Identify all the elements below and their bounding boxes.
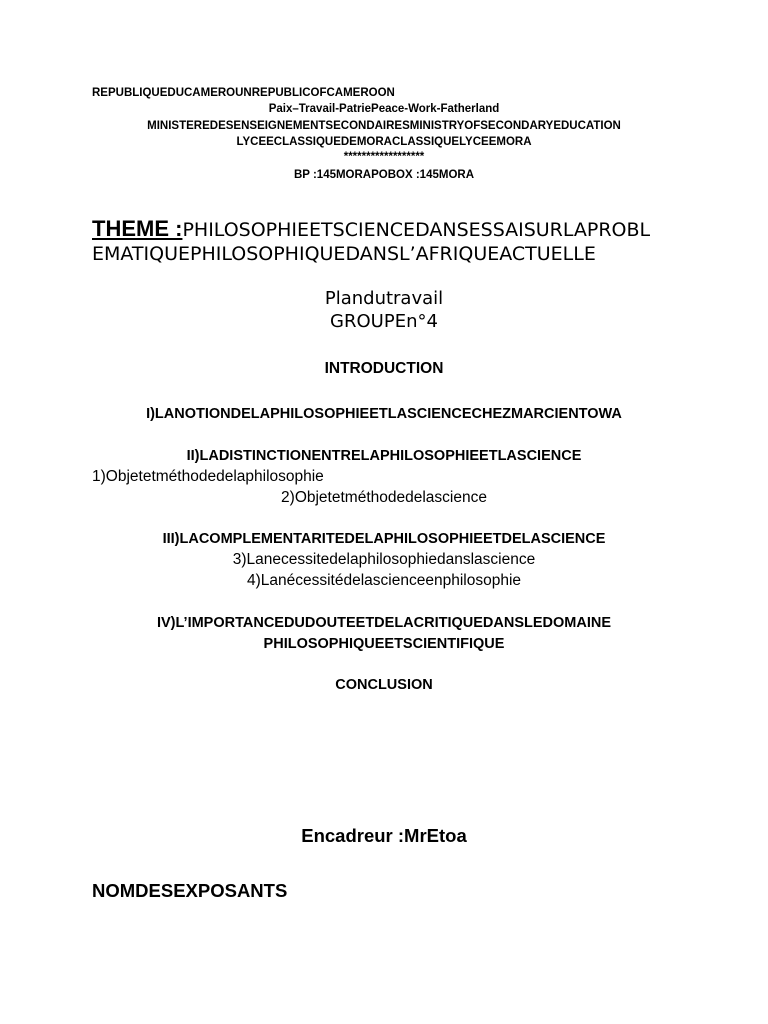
theme-title-line-1 [92, 218, 650, 240]
section-3-item-1: 3)Lanecessitedelaphilosophiedanslascience [232, 551, 536, 568]
header-school-line: LYCEECLASSIQUEDEMORACLASSIQUELYCEEMORA [236, 136, 532, 148]
section-2-item-2: 2)Objetetméthodedelascience [281, 489, 487, 506]
introduction-heading: INTRODUCTION [324, 360, 444, 377]
section-2-item-1: 1)Objetetméthodedelaphilosophie [92, 468, 324, 485]
theme-text-part-1: PHILOSOPHIEETSCIENCEDANSESSAISURLAPROBL [182, 219, 651, 241]
section-2-heading: II)LADISTINCTIONENTRELAPHILOSOPHIEETLASCIENCE [186, 448, 582, 464]
section-3-heading: III)LACOMPLEMENTARITEDELAPHILOSOPHIEETDELASCIENCE [162, 531, 606, 547]
section-4-heading-line-2: PHILOSOPHIQUEETSCIENTIFIQUE [263, 636, 505, 652]
header-postal-line: BP :145MORAPOBOX :145MORA [294, 169, 474, 181]
section-3-item-2: 4)Lanécessitédelascienceenphilosophie [246, 572, 522, 589]
header-republic-line: REPUBLIQUEDUCAMEROUNREPUBLICOFCAMEROON [92, 87, 395, 99]
theme-label: THEME : [92, 216, 183, 241]
plan-title: Plandutravail [324, 288, 444, 309]
header-ministry-line: MINISTEREDESENSEIGNEMENTSECONDAIRESMINISTRYOFSECONDARYEDUCATION [147, 120, 621, 132]
section-4-heading-line-1: IV)L’IMPORTANCEDUDOUTEETDELACRITIQUEDANSLEDOMAINE [156, 615, 612, 631]
group-label: GROUPEn°4 [330, 311, 438, 332]
exposants-heading: NOMDESEXPOSANTS [92, 880, 288, 901]
encadreur-label: Encadreur :MrEtoa [301, 825, 467, 846]
section-1-heading: I)LANOTIONDELAPHILOSOPHIEETLASCIENCECHEZMARCIENTOWA [146, 406, 622, 422]
theme-title-line-2: EMATIQUEPHILOSOPHIQUEDANSL’AFRIQUEACTUELLE [92, 243, 596, 265]
header-stars-divider: ****************** [343, 151, 425, 163]
conclusion-heading: CONCLUSION [335, 677, 433, 693]
header-motto-line: Paix–Travail-PatriePeace-Work-Fatherland [268, 103, 500, 115]
